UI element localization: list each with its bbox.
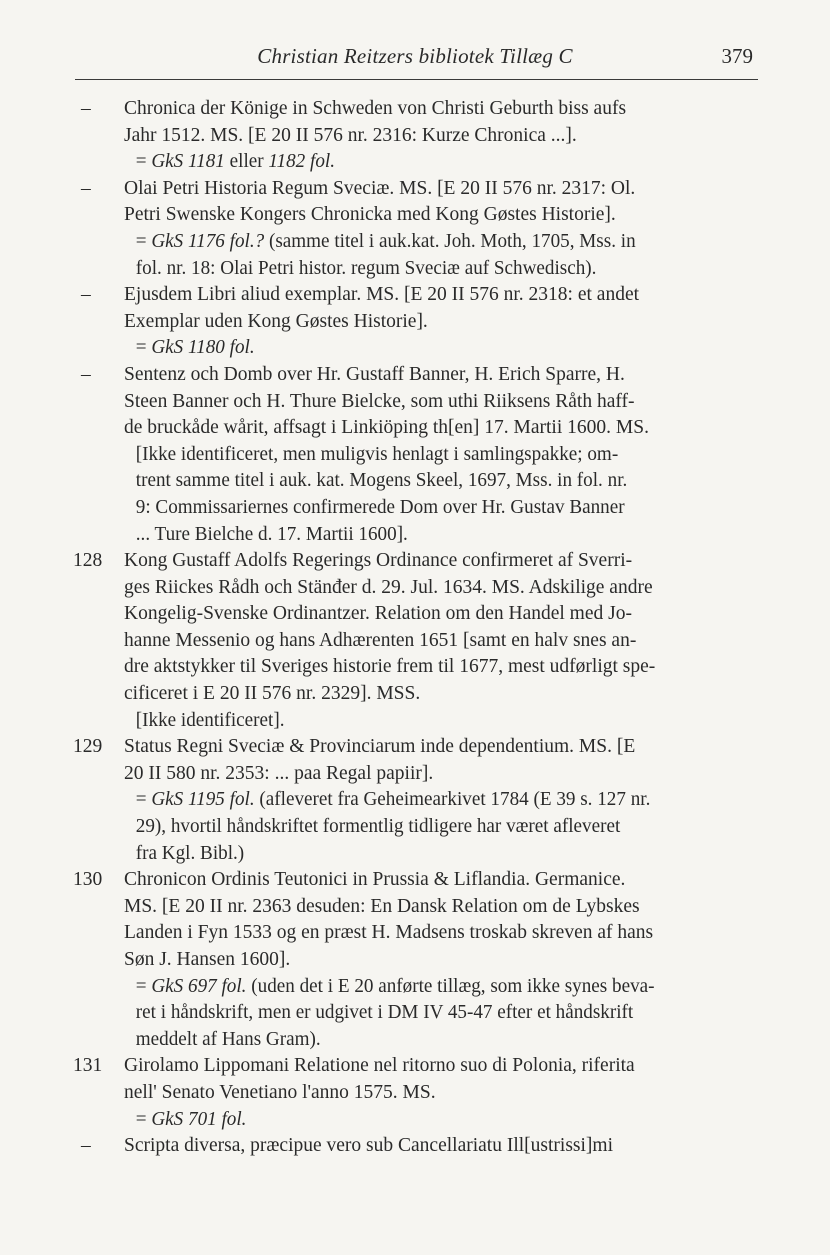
entry-identification-line [124,1107,746,1134]
identification-text: ret i håndskrift, men er udgivet i DM IV 45-47 efter et håndskrift [135,1002,634,1024]
running-title: Christian Reitzers bibliotek Tillæg C [257,44,573,68]
equals-sign: = [135,1108,152,1130]
entry-line: Olai Petri Historia Regum Sveciæ. MS. [E 20 II 576 nr. 2317: Ol. [124,177,636,199]
catalogue-entry [73,282,758,362]
identification-text: eller [224,151,269,173]
identification-text: fra Kgl. Bibl.) [135,842,245,864]
entry-line: cificeret i E 20 II 576 nr. 2329]. MSS. [124,683,421,705]
shelfmark: GkS 701 fol. [151,1108,247,1130]
entry-line: Girolamo Lippomani Relatione nel ritorno suo di Polonia, riferita [124,1055,635,1077]
catalogue-entry [73,548,758,734]
identification-text: 9: Commissariernes confirmerede Dom over Hr. Gustav Banner [135,496,625,518]
entry-line: Scripta diversa, præcipue vero sub Cancellariatu Ill[ustrissi]mi [124,1135,613,1157]
identification-text: (uden det i E 20 anførte tillæg, som ikke synes beva- [246,975,655,997]
identification-text: (samme titel i auk.kat. Joh. Moth, 1705, Mss. in [264,230,636,252]
entry-marker: – [81,363,91,385]
entry-identification-line [124,814,746,841]
entry-identification-line [124,522,746,549]
entry-marker: – [81,1135,91,1157]
entry-identification-line [124,787,746,814]
shelfmark: GkS 1181 [151,151,225,173]
identification-text: fol. nr. 18: Olai Petri histor. regum Sveciæ auf Schwedisch). [135,257,597,279]
entry-line: Sentenz och Domb over Hr. Gustaff Banner, H. Erich Sparre, H. [124,363,625,385]
entry-line: Status Regni Sveciæ & Provinciarum inde dependentium. MS. [E [124,736,636,758]
entry-line: de bruckåde wårit, affsagt i Linkiöping th[en] 17. Martii 1600. MS. [124,417,649,439]
page-header [75,44,755,74]
entry-identification-line [124,229,746,256]
equals-sign: = [135,789,152,811]
entry-marker: – [81,177,91,199]
identification-text: (afleveret fra Geheimearkivet 1784 (E 39 s. 127 nr. [254,789,651,811]
identification-text: [Ikke identificeret]. [135,709,285,731]
entry-line: MS. [E 20 II nr. 2363 desuden: En Dansk Relation om de Lybskes [124,895,640,917]
entry-marker: 128 [73,550,103,572]
entry-marker: – [81,98,91,119]
equals-sign: = [135,975,152,997]
entry-line: Petri Swenske Kongers Chronicka med Kong Gøstes Historie]. [124,204,616,226]
catalogue-entries [73,96,758,1160]
entry-line: Chronica der Könige in Schweden von Christi Geburth biss aufs [124,98,627,119]
shelfmark: GkS 1176 fol.? [151,230,265,252]
catalogue-entry [73,867,758,1053]
entry-identification-line [124,974,746,1001]
entry-line: Landen i Fyn 1533 og en præst H. Madsens troskab skreven af hans [124,922,654,944]
entry-line: dre aktstykker til Sveriges historie frem til 1677, mest udførligt spe- [124,656,656,678]
entry-identification-line [124,335,746,362]
entry-marker: 129 [73,736,103,758]
entry-line: ges Riickes Rådh och Stänđer d. 29. Jul. 1634. MS. Adskilige andre [124,576,653,598]
identification-text: ... Ture Bielche d. 17. Martii 1600]. [135,523,408,545]
entry-identification-line [124,708,746,735]
entry-identification-line [124,1027,746,1054]
identification-text: [Ikke identificeret, men muligvis henlagt i samlingspakke; om- [135,443,619,465]
shelfmark: GkS 1195 fol. [151,789,255,811]
entry-identification-line [124,468,746,495]
entry-identification-line [124,1000,746,1027]
entry-line: Exemplar uden Kong Gøstes Historie]. [124,310,428,332]
entry-line: Ejusdem Libri aliud exemplar. MS. [E 20 II 576 nr. 2318: et andet [124,284,640,306]
entry-marker: 130 [73,869,103,891]
entry-line: Chronicon Ordinis Teutonici in Prussia & Liflandia. Germanice. [124,869,626,891]
entry-identification-line [124,841,746,868]
entry-line: Steen Banner och H. Thure Bielcke, som uthi Riiksens Råth haff- [124,390,635,412]
entry-line: nell' Senato Venetiano l'anno 1575. MS. [124,1081,436,1103]
equals-sign: = [135,337,152,359]
header-rule [75,79,758,80]
entry-line: Søn J. Hansen 1600]. [124,949,291,970]
entry-line: Kongelig-Svenske Ordinantzer. Relation om den Handel med Jo- [124,603,632,625]
entry-identification-line [124,495,746,522]
equals-sign: = [135,230,152,252]
entry-marker: – [81,284,91,306]
shelfmark: GkS 1180 fol. [151,337,255,359]
equals-sign: = [135,151,152,173]
shelfmark: 1182 fol. [268,151,336,173]
catalogue-entry [73,362,758,548]
entry-line: Kong Gustaff Adolfs Regerings Ordinance confirmeret af Sverri- [124,550,633,572]
page-number: 379 [721,44,753,68]
entry-line: 20 II 580 nr. 2353: ... paa Regal papiir]. [124,762,434,784]
entry-line: hanne Messenio og hans Adhærenten 1651 [samt en halv snes an- [124,629,637,651]
entry-identification-line [124,149,746,176]
catalogue-entry [73,1133,758,1160]
shelfmark: GkS 697 fol. [151,975,247,997]
entry-identification-line [124,256,746,283]
identification-text: meddelt af Hans Gram). [135,1028,321,1050]
catalogue-entry [73,734,758,867]
catalogue-entry [73,96,758,176]
entry-marker: 131 [73,1055,103,1077]
catalogue-entry [73,1053,758,1133]
entry-line: Jahr 1512. MS. [E 20 II 576 nr. 2316: Kurze Chronica ...]. [124,124,577,146]
identification-text: trent samme titel i auk. kat. Mogens Skeel, 1697, Mss. in fol. nr. [135,470,628,492]
entry-identification-line [124,442,746,469]
identification-text: 29), hvortil håndskriftet formentlig tidligere har været afleveret [135,816,621,838]
catalogue-entry [73,176,758,282]
